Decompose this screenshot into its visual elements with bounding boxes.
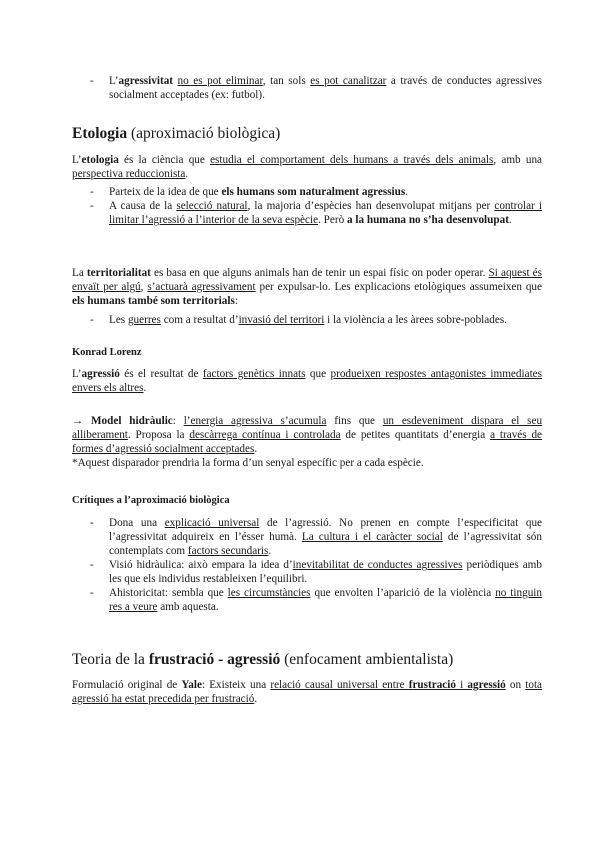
bullet-dash: -	[90, 75, 94, 87]
model-hidraulic-note: *Aquest disparador prendria la forma d’un senyal específic per a cada espècie.	[72, 457, 424, 469]
critiques-list	[90, 516, 542, 614]
list-item: - Parteix de la idea de que els humans som naturalment agressius.	[90, 186, 409, 198]
bullet-dash: -	[90, 200, 94, 212]
frustracio-paragraph: Formulació original de Yale: Existeix una relació causal universal entre frustració i agressió on tota agressió ha estat precedida per frustració.	[72, 679, 543, 705]
lorenz-definition: L’agressió és el resultat de factors genètics innats que produeixen respostes antagonistes immediates envers els altres.	[72, 368, 542, 394]
etologia-list	[90, 185, 542, 227]
bullet-dash: -	[90, 314, 94, 326]
list-item: - Les guerres com a resultat d’invasió del territori i la violència a les àrees sobre-poblades.	[90, 314, 507, 326]
bullet-dash: -	[90, 186, 94, 198]
list-item: - L’agressivitat no es pot eliminar, tan sols es pot canalitzar a través de conductes agressives socialment acceptades (ex: futbol).	[90, 75, 543, 101]
list-item: - Ahistoricitat: sembla que les circumstàncies que envolten l’aparició de la violència no tinguin res a veure amb aquesta.	[90, 587, 543, 613]
arrow-icon: →	[72, 415, 84, 427]
section-heading-etologia: Etologia (aproximació biològica)	[72, 125, 281, 142]
etologia-definition: L’etologia és la ciència que estudia el comportament dels humans a través dels animals, amb una perspectiva reduccionista.	[72, 154, 543, 180]
bullet-dash: -	[90, 517, 94, 529]
model-hidraulic	[72, 414, 542, 470]
territorialitat-list	[90, 313, 542, 327]
intro-list	[90, 74, 542, 102]
bullet-dash: -	[90, 587, 94, 599]
bullet-dash: -	[90, 559, 94, 571]
section-heading-lorenz: Konrad Lorenz	[72, 347, 142, 358]
territorialitat-paragraph: La territorialitat es basa en que alguns animals han de tenir un espai físic on poder operar. Si aquest és envaït per algú, s’actuarà agressivament per expulsar-lo. Les explicacions etològiques assumeixen que els humans també som territorials:	[72, 267, 542, 307]
model-hidraulic-text: → Model hidràulic: l’energia agressiva s’acumula fins que un esdeveniment dispara el seu alliberament. Proposa la descàrrega contínua i controlada de petites quantitats d’energia a través de formes d’agressió socialment acceptades.	[72, 415, 543, 455]
list-item: - Dona una explicació universal de l’agressió. No prenen en compte l’especificitat que l’agressivitat adquireix en l’ésser humà. La cultura i el caràcter social de l’agressivitat són contemplats com factors secundaris.	[90, 517, 542, 557]
list-item: - Visió hidràulica: això empara la idea d’inevitabilitat de conductes agressives periòdiques amb les que els individus restableixen l’equilibri.	[90, 559, 542, 585]
list-item: - A causa de la selecció natural, la majoria d’espècies han desenvolupat mitjans per controlar i limitar l’agressió a l’interior de la seva espècie. Però a la humana no s’ha desenvolupat.	[90, 200, 542, 226]
section-heading-critiques: Crítiques a l’aproximació biològica	[72, 495, 230, 506]
section-heading-frustracio: Teoria de la frustració - agressió (enfocament ambientalista)	[72, 651, 454, 668]
